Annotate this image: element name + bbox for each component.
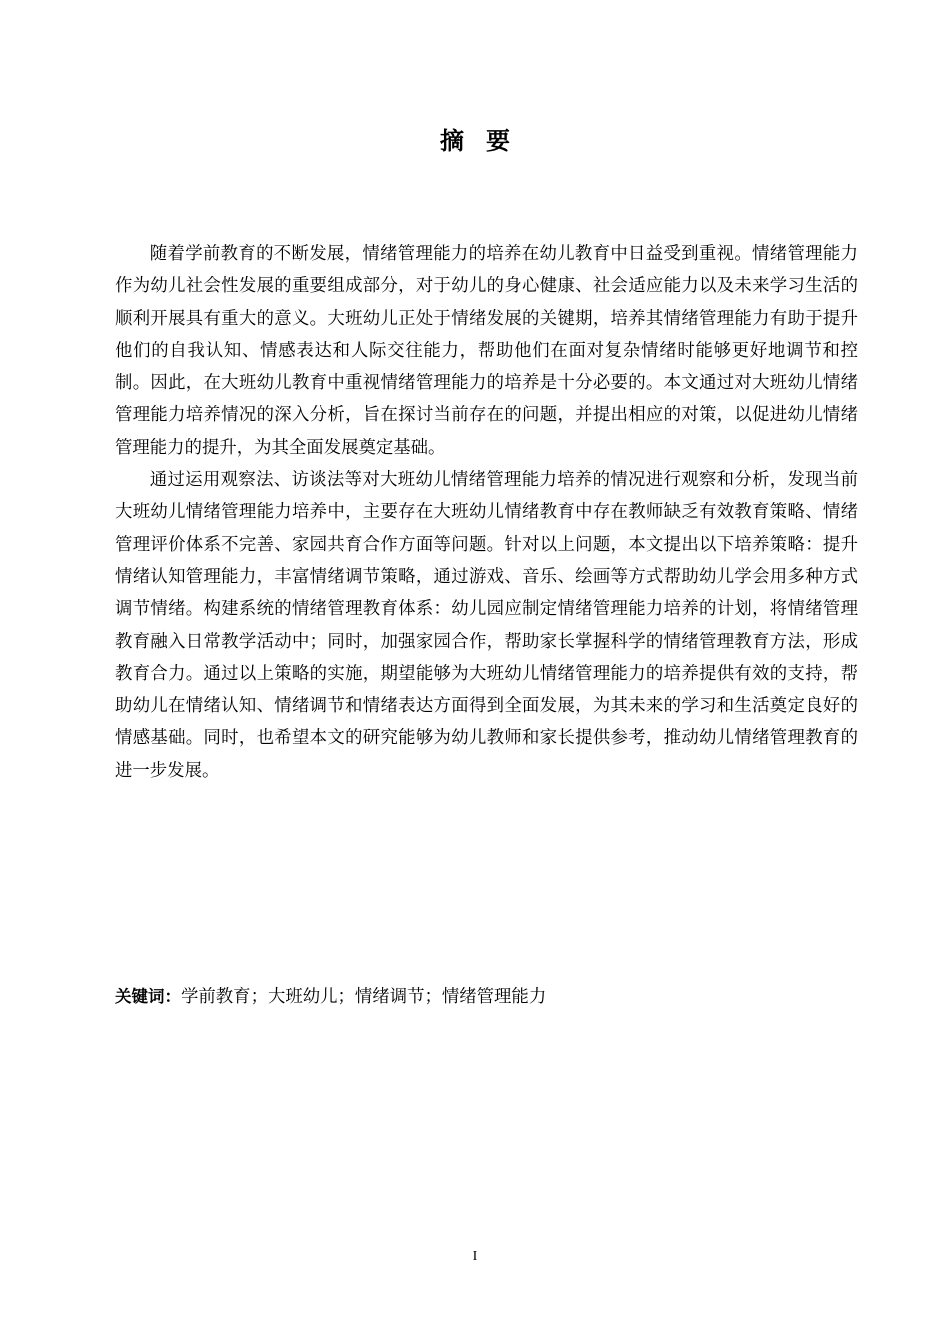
keywords-label: 关键词： xyxy=(115,987,181,1006)
abstract-paragraph-2: 通过运用观察法、访谈法等对大班幼儿情绪管理能力培养的情况进行观察和分析，发现当前大班幼儿情绪管理能力培养中，主要存在大班幼儿情绪教育中存在教师缺乏有效教育策略、情绪管理评价体系不完善、家园共育合作方面等问题。针对以上问题，本文提出以下培养策略：提升情绪认知管理能力，丰富情绪调节策略，通过游戏、音乐、绘画等方式帮助幼儿学会用多种方式调节情绪。构建系统的情绪管理教育体系：幼儿园应制定情绪管理能力培养的计划，将情绪管理教育融入日常教学活动中；同时，加强家园合作，帮助家长掌握科学的情绪管理教育方法，形成教育合力。通过以上策略的实施，期望能够为大班幼儿情绪管理能力的培养提供有效的支持，帮助幼儿在情绪认知、情绪调节和情绪表达方面得到全面发展，为其未来的学习和生活奠定良好的情感基础。同时，也希望本文的研究能够为幼儿教师和家长提供参考，推动幼儿情绪管理教育的进一步发展。 xyxy=(115,470,858,781)
abstract-title: 摘要 xyxy=(440,127,532,155)
keywords-value: 学前教育；大班幼儿；情绪调节；情绪管理能力 xyxy=(181,987,547,1007)
keywords-line xyxy=(115,981,858,1013)
abstract-body xyxy=(115,238,858,787)
abstract-paragraph-1: 随着学前教育的不断发展，情绪管理能力的培养在幼儿教育中日益受到重视。情绪管理能力作为幼儿社会性发展的重要组成部分，对于幼儿的身心健康、社会适应能力以及未来学习生活的顺利开展具有重大的意义。大班幼儿正处于情绪发展的关键期，培养其情绪管理能力有助于提升他们的自我认知、情感表达和人际交往能力，帮助他们在面对复杂情绪时能够更好地调节和控制。因此，在大班幼儿教育中重视情绪管理能力的培养是十分必要的。本文通过对大班幼儿情绪管理能力培养情况的深入分析，旨在探讨当前存在的问题，并提出相应的对策，以促进幼儿情绪管理能力的提升，为其全面发展奠定基础。 xyxy=(115,244,858,458)
page-number: I xyxy=(472,1249,478,1264)
